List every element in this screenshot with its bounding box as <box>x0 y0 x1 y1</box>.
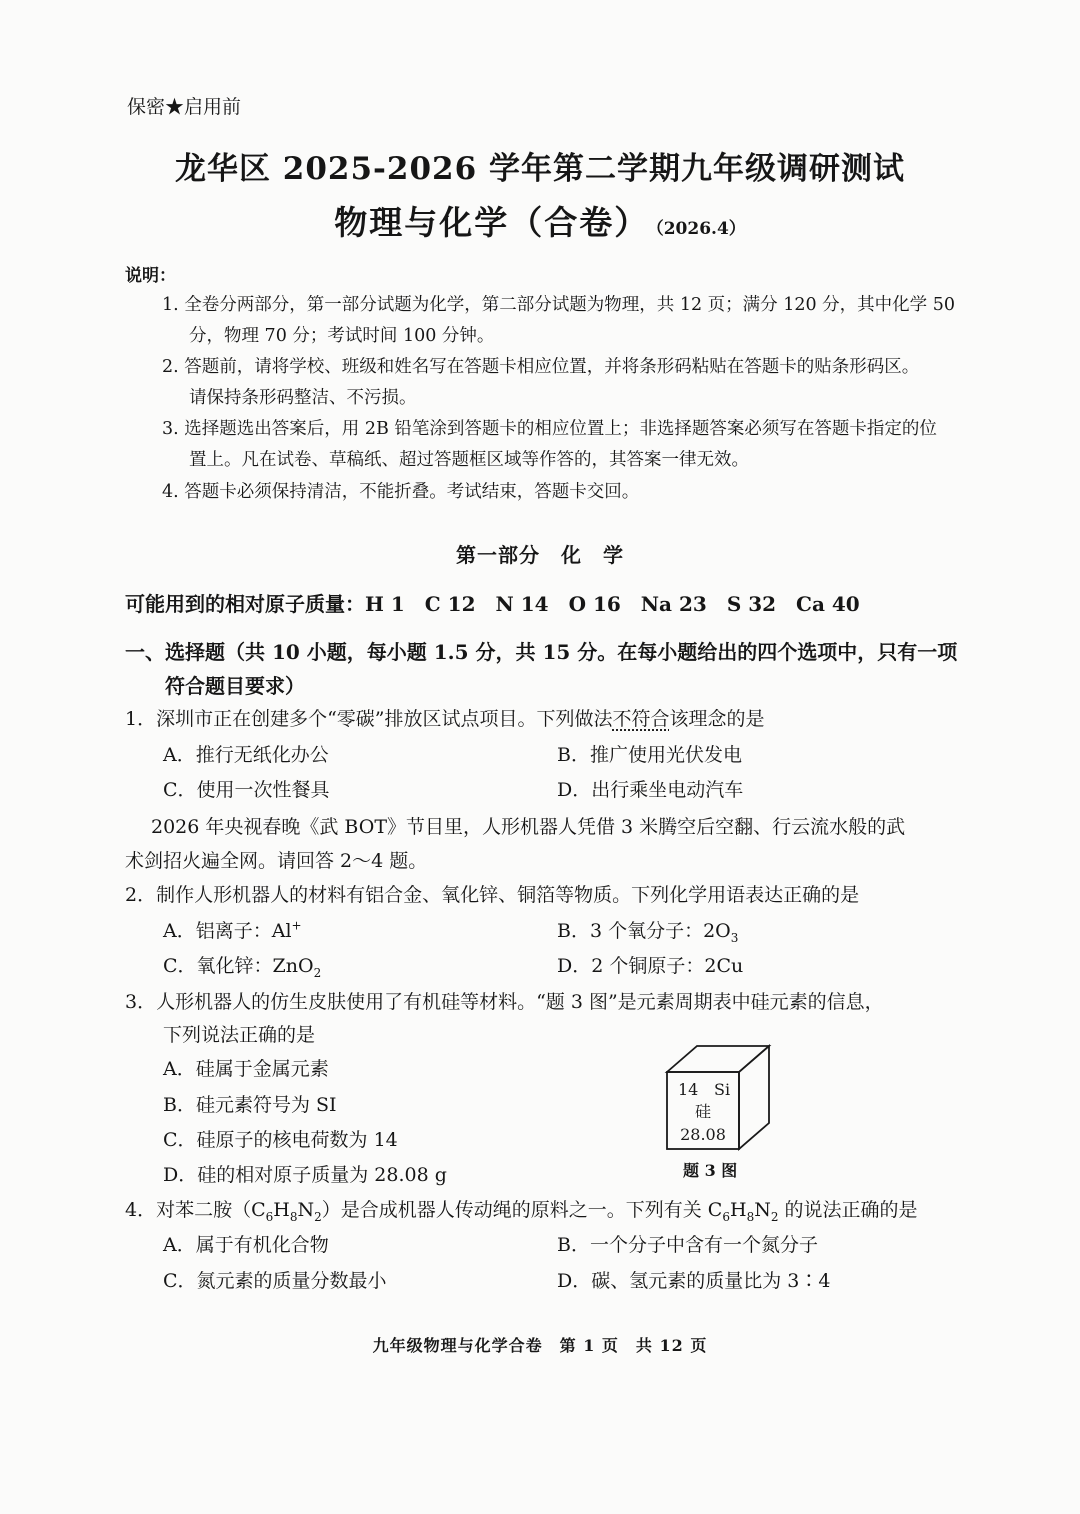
subject-title: 物理与化学（合卷） <box>334 203 650 242</box>
q3-option-a: A．硅属于金属元素 <box>163 1058 329 1080</box>
note-line: 分，物理 70 分；考试时间 100 分钟。 <box>189 326 495 346</box>
subscript: 3 <box>730 930 739 945</box>
note-line: 请保持条形码整洁、不污损。 <box>189 388 417 408</box>
q4-option-a: A．属于有机化合物 <box>163 1234 329 1256</box>
silicon-element-figure <box>660 1040 780 1158</box>
q2-option-d: D．2 个铜原子：2Cu <box>557 955 744 977</box>
exam-title: 龙华区 2025-2026 学年第二学期九年级调研测试 <box>174 151 905 187</box>
element-name: 硅 <box>694 1102 712 1121</box>
option-text: B．3 个氧分子：2O <box>557 920 731 942</box>
q3-option-d: D．硅的相对原子质量为 28.08 g <box>163 1164 447 1186</box>
note-line: 3. 选择题选出答案后，用 2B 铅笔涂到答题卡的相应位置上；非选择题答案必须写在答题卡指定的位 <box>162 419 937 439</box>
q4-option-b: B．一个分子中含有一个氮分子 <box>557 1234 818 1256</box>
q1-option-d: D．出行乘坐电动汽车 <box>557 779 744 801</box>
stem-text: N <box>297 1199 315 1221</box>
secret-mark: 保密★启用前 <box>127 96 242 118</box>
q4-option-d: D．碳、氢元素的质量比为 3∶4 <box>557 1270 831 1292</box>
atomic-number: 14 <box>678 1080 699 1099</box>
notes-label: 说明： <box>125 266 176 286</box>
superscript: + <box>291 918 302 933</box>
emphasis-text: 不符合 <box>612 708 670 730</box>
q3-option-b: B．硅元素符号为 SI <box>163 1094 337 1116</box>
option-text: C．氧化锌：ZnO <box>163 955 314 977</box>
section-heading: 第一部分 化 学 <box>456 543 624 567</box>
subscript: 2 <box>770 1209 779 1224</box>
option-text: A．铝离子：Al <box>163 920 292 942</box>
part-title: 一、选择题（共 10 小题，每小题 1.5 分，共 15 分。在每小题给出的四个选项中，只有一项 <box>125 640 958 664</box>
part-title-cont: 符合题目要求） <box>165 674 305 698</box>
subscript: 2 <box>314 1209 322 1224</box>
stem-text: ）是合成机器人传动绳的原料之一。下列有关 C <box>321 1199 723 1221</box>
subscript: 2 <box>313 965 322 980</box>
subscript: 8 <box>746 1209 755 1224</box>
stem-text: H <box>273 1199 290 1221</box>
stem-text: H <box>730 1199 747 1221</box>
note-line: 置上。凡在试卷、草稿纸、超过答题框区域等作答的，其答案一律无效。 <box>189 450 749 470</box>
note-line: 2. 答题前，请将学校、班级和姓名写在答题卡相应位置，并将条形码粘贴在答题卡的贴条形码区。 <box>162 357 920 377</box>
stem-text: 该理念的是 <box>669 708 765 730</box>
q3-option-c: C．硅原子的核电荷数为 14 <box>163 1129 398 1151</box>
question-2-stem: 2．制作人形机器人的材料有铝合金、氧化锌、铜箔等物质。下列化学用语表达正确的是 <box>125 884 860 906</box>
question-1-stem <box>125 704 765 731</box>
stem-text: 1．深圳市正在创建多个“零碳”排放区试点项目。下列做法 <box>125 708 613 730</box>
q4-option-c: C．氮元素的质量分数最小 <box>163 1270 387 1292</box>
question-3-stem-cont: 下列说法正确的是 <box>163 1024 316 1046</box>
q1-option-c: C．使用一次性餐具 <box>163 779 330 801</box>
question-3-stem: 3．人形机器人的仿生皮肤使用了有机硅等材料。“题 3 图”是元素周期表中硅元素的信息， <box>125 991 884 1013</box>
q1-option-b: B．推广使用光伏发电 <box>557 744 742 766</box>
q1-option-a: A．推行无纸化办公 <box>163 744 329 766</box>
q2-option-c <box>163 951 321 980</box>
element-symbol: Si <box>714 1080 731 1099</box>
atomic-masses: 可能用到的相对原子质量：H 1 C 12 N 14 O 16 Na 23 S 32 Ca 40 <box>125 592 860 616</box>
figure-caption: 题 3 图 <box>683 1161 738 1180</box>
stem-text: 4．对苯二胺（C <box>125 1199 266 1221</box>
exam-date: （2026.4） <box>655 219 746 239</box>
page-footer: 九年级物理与化学合卷 第 1 页 共 12 页 <box>372 1336 708 1355</box>
passage-line: 2026 年央视春晚《武 BOT》节目里，人形机器人凭借 3 米腾空后空翻、行云流水般的武 <box>151 816 906 838</box>
subscript: 8 <box>289 1209 298 1224</box>
note-line: 1. 全卷分两部分，第一部分试题为化学，第二部分试题为物理，共 12 页；满分 120 分，其中化学 50 <box>162 295 956 315</box>
q2-option-a <box>163 916 302 943</box>
subscript: 6 <box>265 1209 274 1224</box>
note-line: 4. 答题卡必须保持清洁，不能折叠。考试结束，答题卡交回。 <box>162 482 640 502</box>
subscript: 6 <box>722 1209 730 1224</box>
q2-option-b <box>557 916 738 945</box>
exam-subtitle <box>0 197 1080 244</box>
question-4-stem <box>125 1195 918 1224</box>
stem-text: 的说法正确的是 <box>778 1199 918 1221</box>
stem-text: N <box>754 1199 771 1221</box>
atomic-mass: 28.08 <box>680 1125 726 1144</box>
passage-line: 术剑招火遍全网。请回答 2～4 题。 <box>125 850 428 872</box>
